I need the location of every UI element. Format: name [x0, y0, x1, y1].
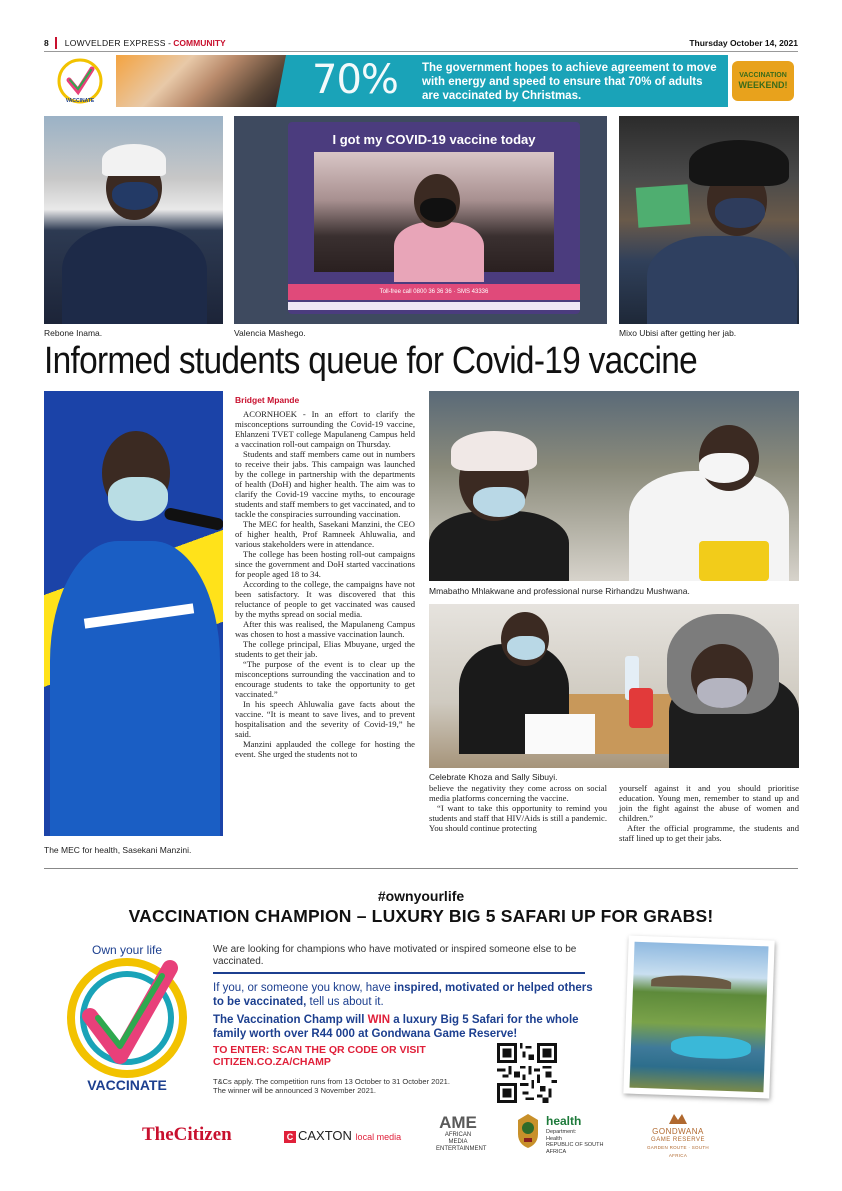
- safari-lodge-photo: [623, 936, 774, 1099]
- photo-mhlakwane-mushwana: [429, 391, 799, 581]
- gondwana-emblem-icon: [667, 1112, 689, 1126]
- face-mask: [108, 477, 168, 521]
- paragraph: believe the negativity they come across on social media platforms concerning the vaccine.: [429, 783, 607, 803]
- paragraph: “I want to take this opportunity to remind you students and staff that HIV/Aids is still a pandemic. You should continue protecting: [429, 803, 607, 833]
- header-rule: [44, 51, 798, 52]
- page-number: 8: [44, 38, 49, 48]
- caption-photo-2: Valencia Mashego.: [234, 328, 306, 338]
- headscarf: [451, 431, 537, 471]
- figure-body: [50, 541, 220, 836]
- health-sub-line: Department:: [546, 1129, 577, 1135]
- vaccinate-logo: [44, 55, 116, 107]
- ad-entry-instructions: TO ENTER: SCAN THE QR CODE OR VISIT CITIZEN.CO.ZA/CHAMP: [213, 1044, 426, 1068]
- banner-percent: 70%: [312, 57, 398, 103]
- face-mask: [715, 198, 765, 228]
- ad-rule: [213, 972, 585, 974]
- vaccine-banner: [44, 55, 798, 107]
- frame-window: [314, 152, 554, 272]
- header-divider: [55, 37, 57, 49]
- paragraph: yourself against it and you should prioritise education. Young men, remember to stand up and join the fight against the abuse of women and children.”: [619, 783, 799, 823]
- figure-body: [62, 226, 207, 324]
- caxton-local: local media: [355, 1132, 402, 1142]
- caption-photo-1: Rebone Inama.: [44, 328, 103, 338]
- page-header: [44, 36, 798, 50]
- ad-prize-win: WIN: [367, 1014, 391, 1026]
- ad-prize-amount: R44 000: [311, 1028, 355, 1040]
- gondwana-mini: GARDEN ROUTE · SOUTH AFRICA: [646, 1145, 709, 1158]
- ad-hashtag: #ownyourlife: [377, 888, 465, 904]
- safari-lodge-image: [629, 942, 768, 1093]
- weekend-line2: WEEKEND!: [738, 79, 788, 90]
- frame-title: I got my COVID-19 vaccine today: [332, 132, 536, 147]
- qr-code[interactable]: [497, 1043, 557, 1103]
- microphone: [163, 507, 223, 531]
- paragraph: The college has been hosting roll-out campaigns since the government and DoH started vaccinations for people aged 18 to 34.: [235, 549, 415, 579]
- gondwana-logo: [640, 1112, 716, 1160]
- article-column-2: [429, 783, 607, 833]
- the-citizen-logo: TheCitizen: [142, 1124, 232, 1145]
- banner-vaccination-photo: [116, 55, 286, 107]
- svg-text:VACCINATE: VACCINATE: [87, 1077, 167, 1093]
- photo-rebone-inama: [44, 116, 223, 324]
- paragraph: “The purpose of the event is to clear up the misconceptions surrounding the vaccination and to encourage students to take the opportunity to get vaccinated.”: [235, 659, 415, 699]
- banner-message: The government hopes to achieve agreement to move with energy and speed to ensure that 70% of adults are vaccinated by Christmas.: [422, 62, 717, 102]
- article-column-1: [235, 409, 415, 759]
- gondwana-name: GONDWANA: [652, 1127, 704, 1136]
- ad-question-part: If you, or someone you know, have: [213, 982, 394, 994]
- header-separator: -: [165, 38, 174, 48]
- caption-photo-5: Mmabatho Mhlakwane and professional nurse Rirhandzu Mushwana.: [429, 586, 690, 596]
- sponsor-logos: [44, 1112, 798, 1158]
- caption-photo-4: The MEC for health, Sasekani Manzini.: [44, 845, 192, 855]
- paragraph: The college principal, Elias Mbuyane, urged the students to get their jab.: [235, 639, 415, 659]
- vaccination-card: [636, 184, 691, 228]
- health-sub-line: REPUBLIC OF SOUTH AFRICA: [546, 1142, 604, 1155]
- ad-prize-part: at Gondwana Game Reserve!: [354, 1028, 518, 1040]
- sanitiser-bottle: [629, 688, 653, 728]
- ame-name: AME: [439, 1113, 477, 1132]
- caxton-c-icon: C: [284, 1131, 296, 1143]
- beanie: [102, 144, 166, 176]
- caxton-name: CAXTON: [298, 1128, 352, 1143]
- department-of-health-logo: [514, 1112, 622, 1155]
- ad-prize-part: The Vaccination Champ will: [213, 1014, 368, 1026]
- ad-question-part: tell us about it.: [306, 996, 384, 1008]
- health-sub: [546, 1129, 622, 1155]
- face-mask: [112, 182, 158, 210]
- vaccination-weekend-logo: [728, 55, 798, 107]
- caption-photo-3: Mixo Ubisi after getting her jab.: [619, 328, 737, 338]
- weekend-badge: [732, 61, 794, 101]
- ad-prize-part: a luxury Big 5 Safari for the whole family worth over: [213, 1014, 579, 1040]
- paper-form: [525, 714, 595, 754]
- face-mask: [420, 198, 456, 222]
- own-your-life-vaccinate-badge: [62, 938, 192, 1098]
- weekend-line1: VACCINATION: [739, 71, 787, 79]
- face-mask: [507, 636, 545, 660]
- coat-of-arms-icon: [514, 1112, 542, 1150]
- article-byline: Bridget Mpande: [235, 395, 300, 405]
- section-name: COMMUNITY: [173, 38, 226, 48]
- vaccine-photo-frame: [288, 122, 580, 314]
- paragraph: Manzini applauded the college for hosting the event. She urged the students not to: [235, 739, 415, 759]
- paragraph: According to the college, the campaigns have not been satisfactory. It was discovered that this reluctance of people to get vaccinated was caused by the myths spread on social media.: [235, 579, 415, 619]
- face-mask: [473, 487, 525, 517]
- ad-terms: [213, 1077, 493, 1095]
- issue-date: Thursday October 14, 2021: [689, 38, 798, 48]
- paragraph: The MEC for health, Sasekani Manzini, the CEO of higher health, Prof Ramneek Ahluwalia, and various stakeholders were in attendance.: [235, 519, 415, 549]
- ame-sub: AFRICAN MEDIA ENTERTAINMENT: [436, 1132, 487, 1152]
- pool: [671, 1035, 752, 1060]
- ad-intro: We are looking for champions who have motivated or inspired someone else to be vaccinated.: [213, 944, 577, 967]
- ame-logo: [436, 1113, 487, 1153]
- svg-text:Own your life: Own your life: [91, 943, 163, 957]
- sharps-container: [699, 541, 769, 581]
- paragraph: After the official programme, the students and staff lined up to get their jabs.: [619, 823, 799, 843]
- frame-footer: [288, 302, 580, 310]
- figure-body: [647, 236, 797, 324]
- ad-question: [213, 981, 593, 1009]
- photo-mec-sasekani-manzini: [44, 391, 223, 836]
- caption-photo-6: Celebrate Khoza and Sally Sibuyi.: [429, 772, 558, 782]
- second-face-mask: [697, 678, 747, 708]
- health-name: health: [546, 1114, 582, 1128]
- ad-terms-line: T&Cs apply. The competition runs from 13 October to 31 October 2021.: [213, 1077, 450, 1086]
- ad-question-emphasis: inspired, motivated or helped others to be vaccinated,: [213, 982, 593, 1008]
- paragraph: ACORNHOEK - In an effort to clarify the misconceptions surrounding the Covid-19 vaccine, Ehlanzeni TVET college Mapulaneng Campus held a vaccination roll-out campaign on Thursday.: [235, 409, 415, 449]
- paragraph: After this was realised, the Mapulaneng Campus was chosen to host a massive vaccination launch.: [235, 619, 415, 639]
- ad-terms-line: The winner will be announced 3 November 2021.: [213, 1086, 377, 1095]
- svg-text:VACCINATE: VACCINATE: [65, 98, 95, 104]
- photo-khoza-sibuyi: [429, 604, 799, 768]
- bucket-hat: [689, 140, 789, 186]
- gondwana-sub: GAME RESERVE: [651, 1137, 705, 1143]
- lodge-huts: [651, 974, 731, 989]
- publication-name: LOWVELDER EXPRESS: [64, 38, 166, 48]
- paragraph: In his speech Ahluwalia gave facts about the vaccine. “It is meant to save lives, and to prevent hospitalisation and the severity of Covid-19,” he said.: [235, 699, 415, 739]
- vaccinate-check-icon: [57, 58, 103, 104]
- section-rule: [44, 868, 798, 869]
- article-column-3: [619, 783, 799, 843]
- photo-valencia-mashego: [234, 116, 607, 324]
- figure-body: [429, 511, 569, 581]
- health-sub-line: Health: [546, 1135, 562, 1142]
- nurse-mask: [699, 453, 749, 483]
- paragraph: Students and staff members came out in numbers to receive their jabs. This campaign was launched by the college in partnership with the departments of health (DoH) and higher health. The aim was to clarify the Covid-19 vaccine myths, to encourage students and staff members to get vaccinated, and to tackle the conspiracies surrounding vaccination.: [235, 449, 415, 519]
- figure-body: [394, 222, 484, 282]
- frame-helpline-strip: Toll-free call 0800 36 36 36 · SMS 43336: [288, 284, 580, 300]
- caxton-logo: [284, 1128, 401, 1143]
- ad-title: VACCINATION CHAMPION – LUXURY BIG 5 SAFARI UP FOR GRABS!: [128, 906, 714, 926]
- ad-prize: [213, 1013, 593, 1041]
- photo-mixo-ubisi: [619, 116, 799, 324]
- article-headline: Informed students queue for Covid-19 vaccine: [44, 340, 698, 382]
